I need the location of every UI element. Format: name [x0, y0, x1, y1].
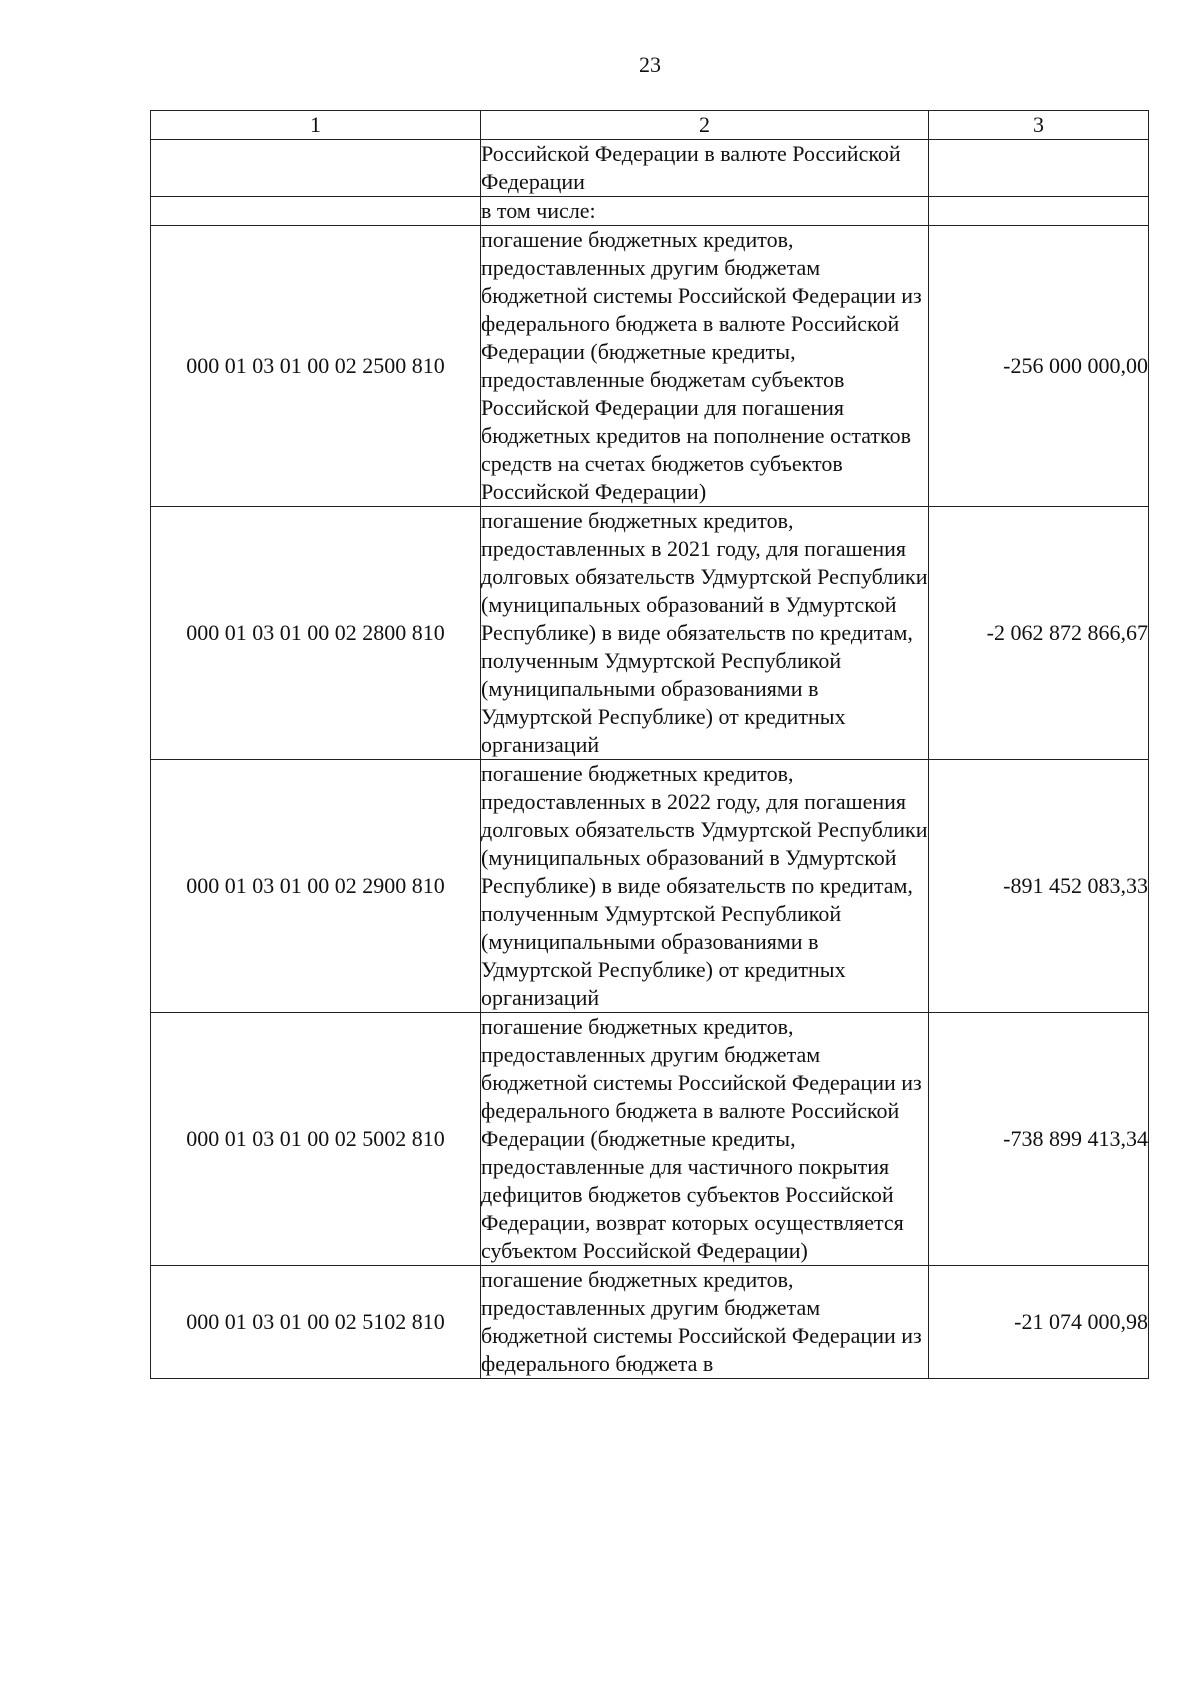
row-description: в том числе: [481, 197, 929, 226]
row-description: погашение бюджетных кредитов, предоставленных другим бюджетам бюджетной системы Российской Федерации из федерального бюджета в валюте Российской Федерации (бюджетные кредиты, предоставленные бюджетам субъектов Российской Федерации для погашения бюджетных кредитов на пополнение остатков средств на счетах бюджетов субъектов Российской Федерации) [481, 226, 929, 507]
table-row [151, 507, 1149, 760]
row-amount: -21 074 000,98 [929, 1266, 1149, 1379]
table-row [151, 1013, 1149, 1266]
row-code: 000 01 03 01 00 02 5102 810 [151, 1266, 481, 1379]
row-code: 000 01 03 01 00 02 5002 810 [151, 1013, 481, 1266]
row-amount [929, 140, 1149, 197]
table-row [151, 226, 1149, 507]
table-header-row [151, 111, 1149, 140]
row-code: 000 01 03 01 00 02 2500 810 [151, 226, 481, 507]
row-code [151, 197, 481, 226]
column-header-3: 3 [929, 111, 1149, 140]
table-row [151, 760, 1149, 1013]
table-row [151, 140, 1149, 197]
budget-table [150, 110, 1149, 1379]
row-description: погашение бюджетных кредитов, предоставленных другим бюджетам бюджетной системы Российской Федерации из федерального бюджета в [481, 1266, 929, 1379]
row-amount: -738 899 413,34 [929, 1013, 1149, 1266]
column-header-2: 2 [481, 111, 929, 140]
column-header-1: 1 [151, 111, 481, 140]
row-code [151, 140, 481, 197]
row-description: Российской Федерации в валюте Российской Федерации [481, 140, 929, 197]
row-description: погашение бюджетных кредитов, предоставленных другим бюджетам бюджетной системы Российской Федерации из федерального бюджета в валюте Российской Федерации (бюджетные кредиты, предоставленные для частичного покрытия дефицитов бюджетов субъектов Российской Федерации, возврат которых осуществляется субъектом Российской Федерации) [481, 1013, 929, 1266]
row-code: 000 01 03 01 00 02 2900 810 [151, 760, 481, 1013]
table-row [151, 197, 1149, 226]
row-description: погашение бюджетных кредитов, предоставленных в 2021 году, для погашения долговых обязательств Удмуртской Республики (муниципальных образований в Удмуртской Республике) в виде обязательств по кредитам, полученным Удмуртской Республикой (муниципальными образованиями в Удмуртской Республике) от кредитных организаций [481, 507, 929, 760]
row-amount: -891 452 083,33 [929, 760, 1149, 1013]
row-amount: -256 000 000,00 [929, 226, 1149, 507]
row-amount [929, 197, 1149, 226]
row-code: 000 01 03 01 00 02 2800 810 [151, 507, 481, 760]
page-number: 23 [639, 52, 661, 77]
table-row [151, 1266, 1149, 1379]
row-description: погашение бюджетных кредитов, предоставленных в 2022 году, для погашения долговых обязательств Удмуртской Республики (муниципальных образований в Удмуртской Республике) в виде обязательств по кредитам, полученным Удмуртской Республикой (муниципальными образованиями в Удмуртской Республике) от кредитных организаций [481, 760, 929, 1013]
row-amount: -2 062 872 866,67 [929, 507, 1149, 760]
